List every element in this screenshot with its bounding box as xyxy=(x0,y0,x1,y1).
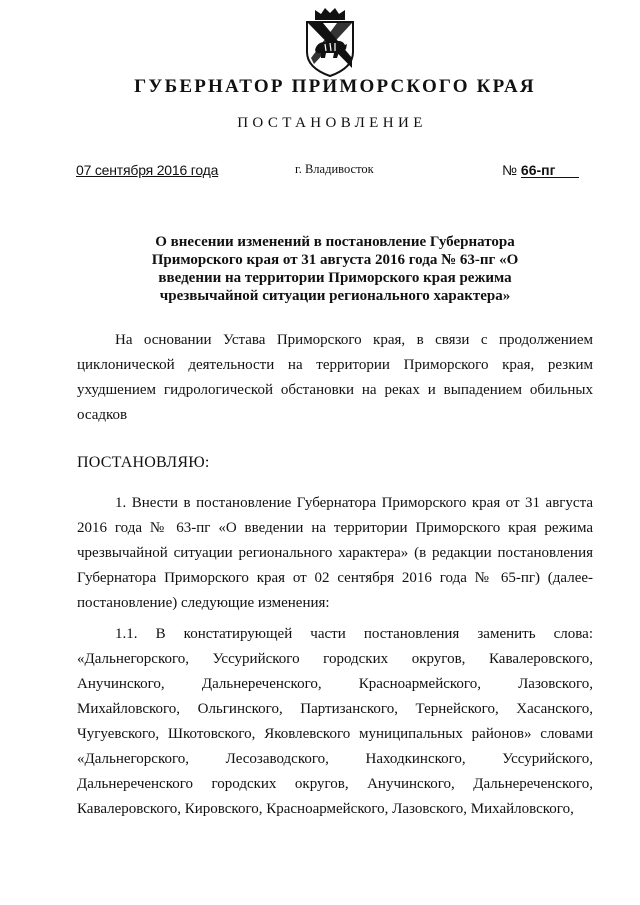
basis-paragraph: На основании Устава Приморского края, в связи с продолжением циклонической деятельности на территории Приморского края, резким ухудшением гидрологической обстановки на реках и выпадением обильных осадков xyxy=(77,332,593,423)
item-1-1-paragraph: 1.1. В констатирующей части постановления заменить слова: «Дальнегорского, Уссурийского городских округов, Кавалеровского, Анучинского, Дальнереченского, Красноармейского, Лазовского, Михайловского, Ольгинского, Партизанского, Тернейского, Хасанского, Чугуевского, Шкотовского, Яковлевского муниципальных районов» словами «Дальнегорского, Лесозаводского, Находкинского, Уссурийского, Дальнереченского городских округов, Анучинского, Дальнереченского, Кавалеровского, Кировского, Красноармейского, Лазовского, Михайловского, xyxy=(77,626,593,817)
decree-heading: ПОСТАНОВЛЯЮ: xyxy=(77,454,210,471)
document-type: ПОСТАНОВЛЕНИЕ xyxy=(237,115,427,131)
item-1-paragraph: 1. Внести в постановление Губернатора Приморского края от 31 августа 2016 года № 63-пг «О введении на территории Приморского края режима чрезвычайной ситуации регионального характера» (в редакции постановления Губернатора Приморского края от 02 сентября 2016 года № 65-пг) (далее-постановление) следующие изменения: xyxy=(77,495,593,611)
document-number xyxy=(502,162,579,178)
document-date: 07 сентября 2016 года xyxy=(76,162,219,178)
primorye-coat-of-arms-icon xyxy=(301,8,359,78)
document-city: г. Владивосток xyxy=(295,162,374,176)
page-title: ГУБЕРНАТОР ПРИМОРСКОГО КРАЯ xyxy=(134,76,536,97)
number-prefix: № xyxy=(502,162,518,178)
number-value: 66-пг xyxy=(521,163,579,178)
document-subject: О внесении изменений в постановление Губернатора Приморского края от 31 августа 2016 года № 63-пг «О введении на территории Приморского края режима чрезвычайной ситуации регионального характера» xyxy=(151,234,519,304)
